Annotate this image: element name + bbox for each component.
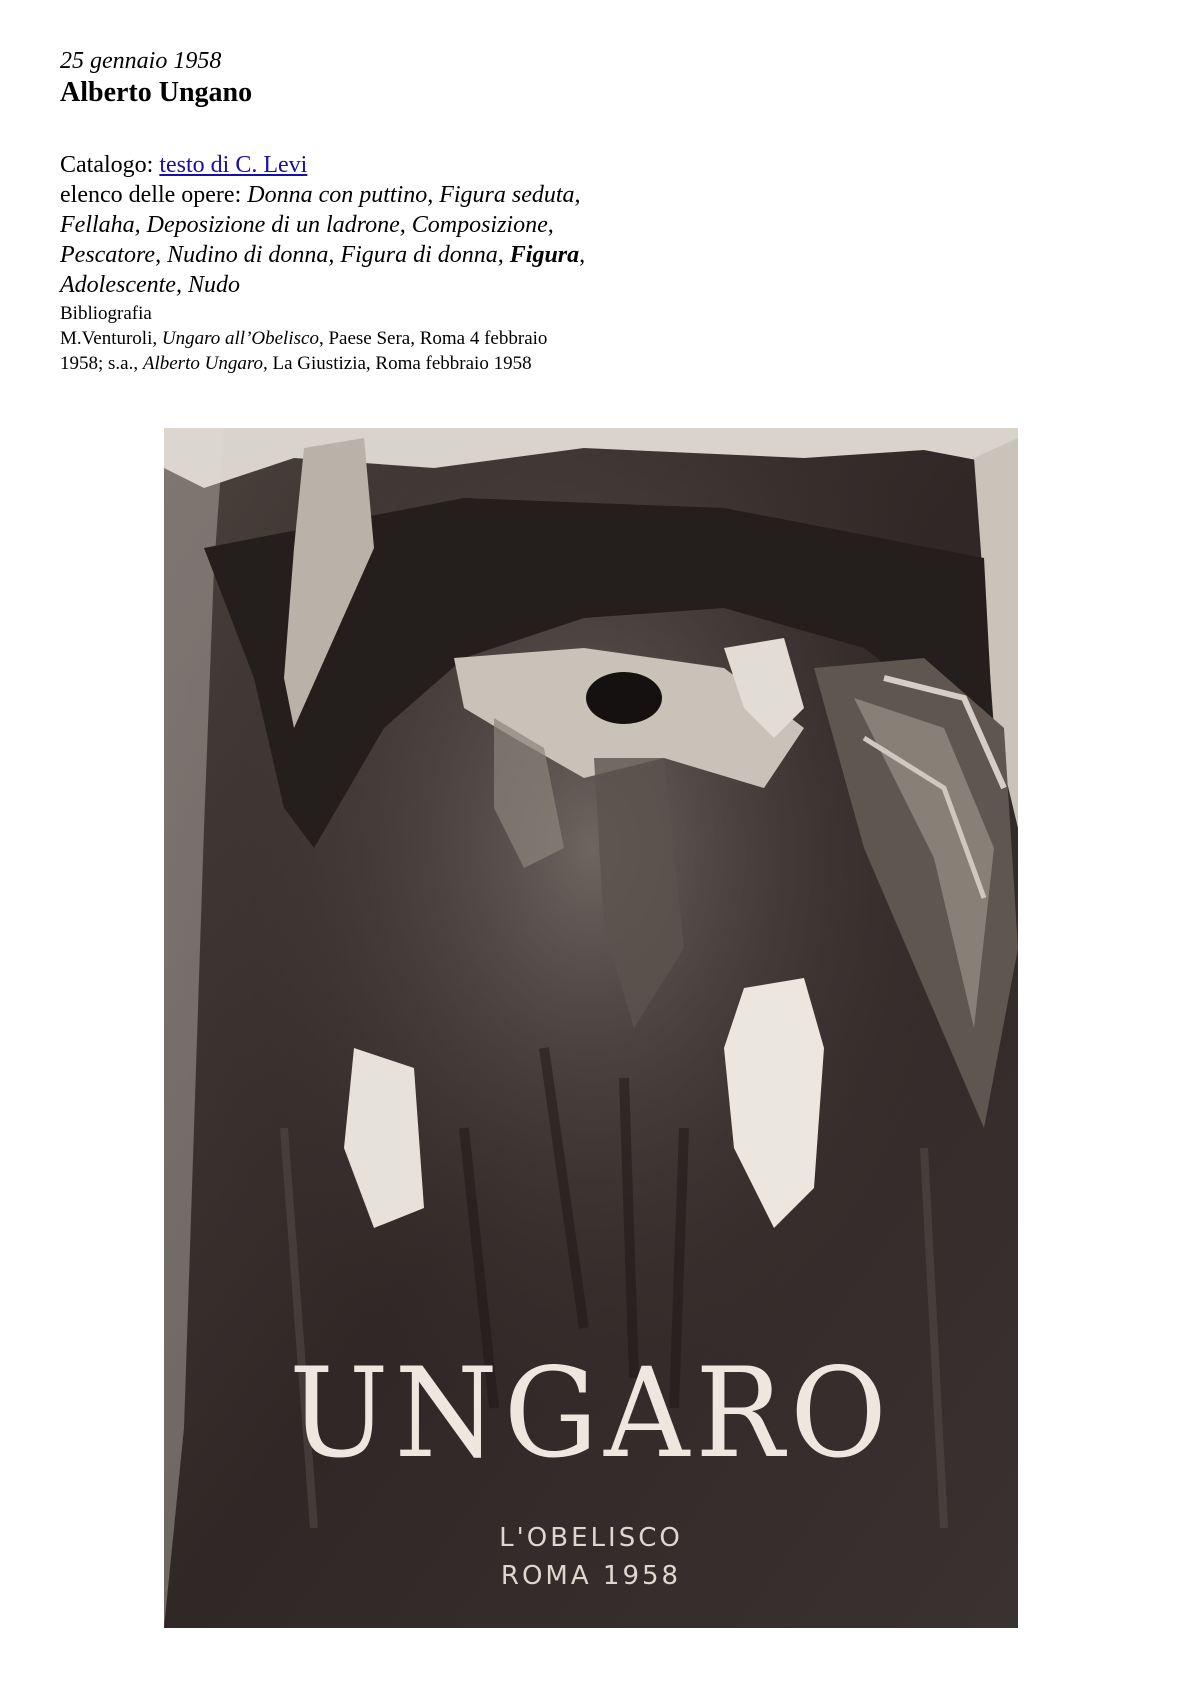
entry-header — [60, 46, 680, 110]
bibliography-source-1: , Paese Sera, Roma 4 febbraio — [318, 328, 548, 349]
catalog-line — [60, 150, 670, 180]
bibliography-heading: Bibliografia — [60, 303, 152, 324]
artist-name: Alberto Ungano — [60, 77, 253, 108]
bibliography-line-2 — [60, 351, 670, 376]
catalog-label: Catalogo: — [60, 152, 154, 178]
bibliography-line-1 — [60, 326, 670, 351]
bibliography-author-1: M.Venturoli, — [60, 328, 158, 349]
cover-publisher-name: L'OBELISCO — [499, 1523, 683, 1553]
bibliography-line-2-start: 1958; s.a., — [60, 353, 139, 374]
cover-publisher — [164, 1519, 1018, 1595]
catalog-cover-image — [164, 428, 1018, 1628]
catalog-section — [60, 150, 670, 300]
bibliography-section — [60, 301, 670, 376]
works-label: elenco delle opere: — [60, 182, 242, 208]
works-comma: , — [579, 242, 586, 268]
works-line-1: Donna con puttino, Figura seduta, — [247, 182, 581, 208]
works-line-3: Pescatore, Nudino di donna, Figura di donna, — [60, 242, 504, 268]
works-list — [60, 180, 670, 300]
works-line-4: Adolescente, Nudo — [60, 272, 240, 298]
works-highlighted-title: Figura — [509, 242, 580, 268]
cover-title: UNGARO — [289, 1340, 893, 1486]
cover-place-year: ROMA 1958 — [500, 1561, 682, 1591]
works-line-2: Fellaha, Deposizione di un ladrone, Composizione, — [60, 212, 554, 238]
bibliography-title-1: Ungaro all’Obelisco — [161, 328, 319, 349]
bibliography-source-2: , La Giustizia, Roma febbraio 1958 — [263, 353, 532, 374]
catalog-text-link[interactable]: testo di C. Levi — [159, 152, 308, 178]
entry-date: 25 gennaio 1958 — [60, 48, 222, 74]
bibliography-title-2: Alberto Ungaro — [142, 353, 264, 374]
